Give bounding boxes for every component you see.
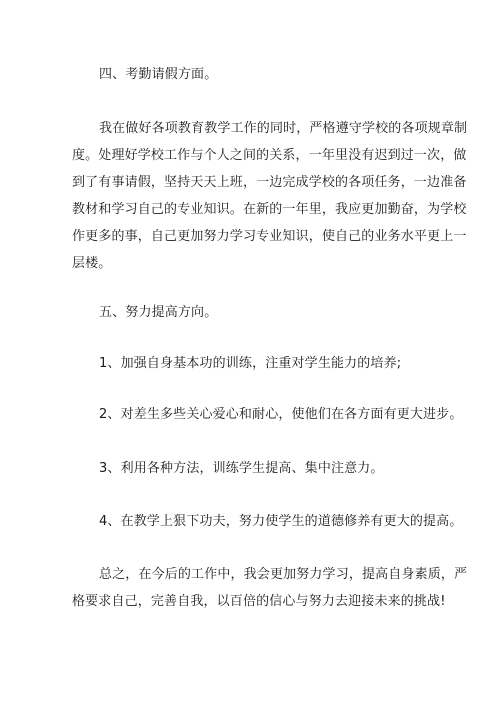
- section-4-paragraph-line-6: 层楼。: [72, 256, 112, 271]
- list-item-1: 1、加强自身基本功的训练，注重对学生能力的培养;: [99, 356, 402, 371]
- list-item-2: 2、对差生多些关心爱心和耐心，使他们在各方面有更大进步。: [99, 407, 463, 422]
- section-4-paragraph-line-5: 作更多的事，自己更加努力学习专业知识，使自己的业务水平更上一: [72, 229, 467, 244]
- section-4-paragraph-line-3: 到了有事请假，坚持天天上班，一边完成学校的各项任务，一边准备: [72, 175, 467, 190]
- list-item-4: 4、在教学上狠下功夫，努力使学生的道德修养有更大的提高。: [99, 514, 463, 529]
- conclusion-line-1: 总之，在今后的工作中，我会更加努力学习，提高自身素质，严: [99, 567, 468, 582]
- section-4-heading: 四、考勤请假方面。: [99, 67, 218, 82]
- section-5-heading: 五、努力提高方向。: [99, 305, 218, 320]
- section-4-paragraph-line-2: 度。处理好学校工作与个人之间的关系，一年里没有迟到过一次，做: [72, 148, 467, 163]
- section-4-paragraph-line-4: 教材和学习自己的专业知识。在新的一年里，我应更加勤奋，为学校: [72, 202, 467, 217]
- list-item-3: 3、利用各种方法，训练学生提高、集中注意力。: [99, 461, 384, 476]
- conclusion-line-2: 格要求自己，完善自我，以百倍的信心与努力去迎接未来的挑战!: [72, 594, 446, 609]
- section-4-paragraph-line-1: 我在做好各项教育教学工作的同时，严格遵守学校的各项规章制: [99, 121, 468, 136]
